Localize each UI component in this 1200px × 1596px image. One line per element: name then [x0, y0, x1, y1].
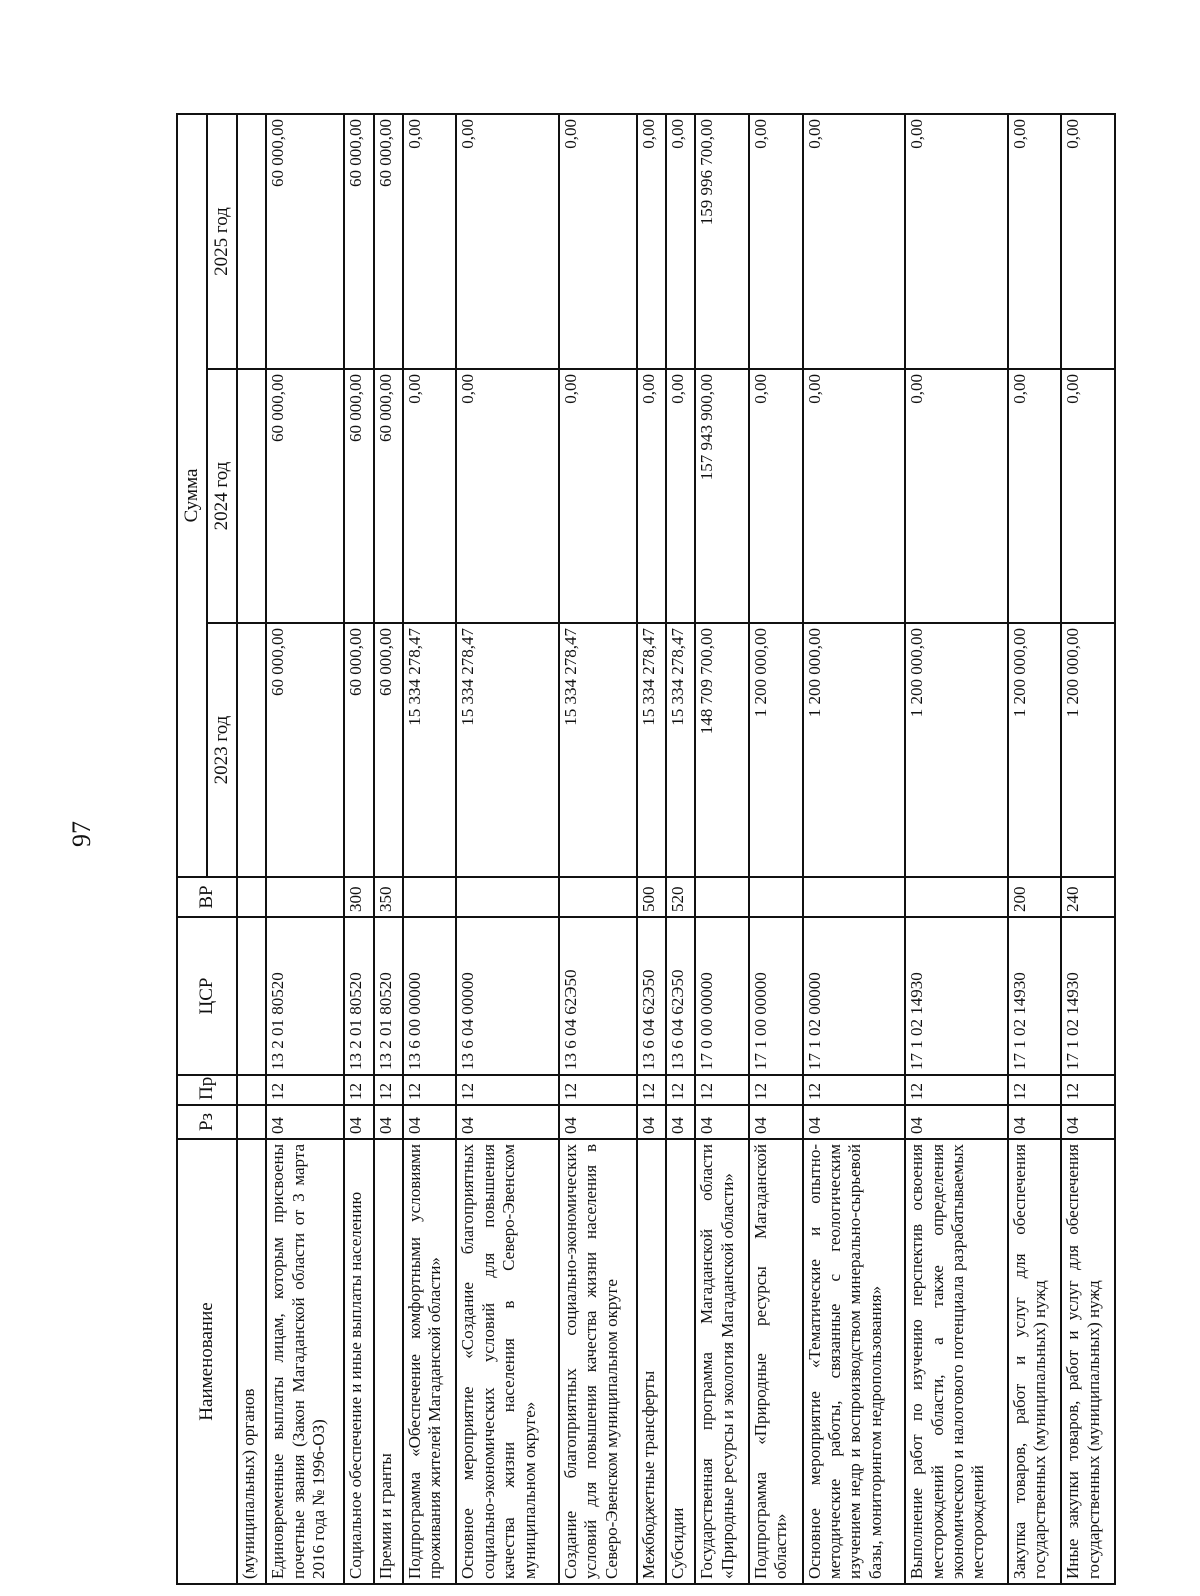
- row-2023-cell: 1 200 000,00: [905, 623, 1008, 877]
- row-2024-cell: 0,00: [456, 369, 559, 623]
- table-row: [559, 114, 637, 1584]
- row-2025-cell: 0,00: [1008, 114, 1062, 369]
- row-2025-cell: 60 000,00: [344, 114, 373, 369]
- row-2023-cell: 15 334 278,47: [559, 623, 637, 877]
- row-vr-cell: 240: [1061, 877, 1115, 917]
- row-rz-cell: 04: [695, 1105, 749, 1139]
- header-name: Наименование: [177, 1139, 237, 1584]
- table-row: [905, 114, 1008, 1584]
- row-rz-cell: 04: [456, 1105, 559, 1139]
- row-csr-cell: 13 6 04 62Э50: [559, 917, 637, 1075]
- table-body: [237, 114, 1115, 1584]
- table-row: [1061, 114, 1115, 1584]
- row-2025-cell: 0,00: [666, 114, 695, 369]
- row-rz-cell: 04: [374, 1105, 403, 1139]
- row-name-cell: Государственная программа Магаданской области «Природные ресурсы и экология Магаданской области»: [695, 1139, 749, 1584]
- row-2023-cell: 15 334 278,47: [637, 623, 666, 877]
- row-name-cell: Подпрограмма «Природные ресурсы Магаданской области»: [749, 1139, 803, 1584]
- row-2023-cell: 148 709 700,00: [695, 623, 749, 877]
- table-row: [456, 114, 559, 1584]
- row-csr-cell: 17 1 00 00000: [749, 917, 803, 1075]
- row-2023-cell: 15 334 278,47: [456, 623, 559, 877]
- row-rz-cell: 04: [559, 1105, 637, 1139]
- row-2023-cell: 1 200 000,00: [803, 623, 906, 877]
- row-pr-cell: 12: [266, 1075, 344, 1105]
- row-2025-cell: 60 000,00: [266, 114, 344, 369]
- row-csr-cell: 17 1 02 14930: [1061, 917, 1115, 1075]
- row-pr-cell: [237, 1075, 266, 1105]
- row-csr-cell: 13 6 04 00000: [456, 917, 559, 1075]
- row-2023-cell: [237, 623, 266, 877]
- table-row: [666, 114, 695, 1584]
- row-2023-cell: 60 000,00: [266, 623, 344, 877]
- row-2024-cell: 0,00: [1008, 369, 1062, 623]
- table-container: [176, 115, 1116, 1585]
- row-2023-cell: 15 334 278,47: [403, 623, 457, 877]
- header-rz: Рз: [177, 1105, 237, 1139]
- row-pr-cell: 12: [344, 1075, 373, 1105]
- row-csr-cell: 13 2 01 80520: [266, 917, 344, 1075]
- row-vr-cell: [266, 877, 344, 917]
- table-row: [637, 114, 666, 1584]
- row-2024-cell: 0,00: [666, 369, 695, 623]
- row-2025-cell: 0,00: [637, 114, 666, 369]
- row-pr-cell: 12: [749, 1075, 803, 1105]
- row-name-cell: Основное мероприятие «Тематические и опытно-методические работы, связанные с геологическим изучением недр и воспроизводством минерально-сырьевой базы, мониторингом недропользования»: [803, 1139, 906, 1584]
- row-2025-cell: 0,00: [749, 114, 803, 369]
- row-2023-cell: 60 000,00: [344, 623, 373, 877]
- row-rz-cell: 04: [749, 1105, 803, 1139]
- table-row: [344, 114, 373, 1584]
- row-name-cell: Межбюджетные трансферты: [637, 1139, 666, 1584]
- row-2023-cell: 60 000,00: [374, 623, 403, 877]
- row-vr-cell: 500: [637, 877, 666, 917]
- row-vr-cell: [695, 877, 749, 917]
- row-2023-cell: 1 200 000,00: [1061, 623, 1115, 877]
- table-row: [749, 114, 803, 1584]
- row-vr-cell: [559, 877, 637, 917]
- row-name-cell: Премии и гранты: [374, 1139, 403, 1584]
- table-row: [374, 114, 403, 1584]
- row-2024-cell: [237, 369, 266, 623]
- header-sum: Сумма: [177, 114, 207, 877]
- header-vr: ВР: [177, 877, 237, 917]
- row-name-cell: Выполнение работ по изучению перспектив освоения месторождений области, а также определения экономического и налогового потенциала разрабатываемых месторождений: [905, 1139, 1008, 1584]
- row-2024-cell: 0,00: [749, 369, 803, 623]
- row-name-cell: (муниципальных) органов: [237, 1139, 266, 1584]
- row-2025-cell: 60 000,00: [374, 114, 403, 369]
- row-pr-cell: 12: [905, 1075, 1008, 1105]
- row-csr-cell: 17 1 02 14930: [905, 917, 1008, 1075]
- row-pr-cell: 12: [403, 1075, 457, 1105]
- row-csr-cell: 17 1 02 14930: [1008, 917, 1062, 1075]
- row-vr-cell: 200: [1008, 877, 1062, 917]
- row-csr-cell: 13 6 04 62Э50: [666, 917, 695, 1075]
- row-rz-cell: 04: [1008, 1105, 1062, 1139]
- table-row: [403, 114, 457, 1584]
- header-pr: Пр: [177, 1075, 237, 1105]
- row-pr-cell: 12: [374, 1075, 403, 1105]
- table-header: [177, 114, 237, 1584]
- row-rz-cell: 04: [803, 1105, 906, 1139]
- table-row: [695, 114, 749, 1584]
- row-rz-cell: 04: [666, 1105, 695, 1139]
- row-csr-cell: 13 6 00 00000: [403, 917, 457, 1075]
- header-csr: ЦСР: [177, 917, 237, 1075]
- row-rz-cell: 04: [1061, 1105, 1115, 1139]
- row-pr-cell: 12: [695, 1075, 749, 1105]
- row-2024-cell: 0,00: [803, 369, 906, 623]
- row-rz-cell: 04: [905, 1105, 1008, 1139]
- table-row: [237, 114, 266, 1584]
- row-pr-cell: 12: [456, 1075, 559, 1105]
- row-vr-cell: 350: [374, 877, 403, 917]
- row-csr-cell: 17 0 00 00000: [695, 917, 749, 1075]
- row-2023-cell: 15 334 278,47: [666, 623, 695, 877]
- row-2024-cell: 0,00: [403, 369, 457, 623]
- row-name-cell: Субсидии: [666, 1139, 695, 1584]
- budget-table: [176, 113, 1116, 1585]
- table-row: [1008, 114, 1062, 1584]
- row-vr-cell: [403, 877, 457, 917]
- row-csr-cell: 13 2 01 80520: [374, 917, 403, 1075]
- row-vr-cell: [803, 877, 906, 917]
- row-2024-cell: 0,00: [1061, 369, 1115, 623]
- row-csr-cell: [237, 917, 266, 1075]
- row-name-cell: Подпрограмма «Обеспечение комфортными условиями проживания жителей Магаданской области»: [403, 1139, 457, 1584]
- row-rz-cell: 04: [403, 1105, 457, 1139]
- row-2025-cell: 0,00: [559, 114, 637, 369]
- row-rz-cell: 04: [266, 1105, 344, 1139]
- row-vr-cell: 520: [666, 877, 695, 917]
- row-2025-cell: [237, 114, 266, 369]
- header-2025: 2025 год: [207, 114, 237, 369]
- row-2023-cell: 1 200 000,00: [1008, 623, 1062, 877]
- row-pr-cell: 12: [1008, 1075, 1062, 1105]
- row-name-cell: Социальное обеспечение и иные выплаты населению: [344, 1139, 373, 1584]
- row-pr-cell: 12: [637, 1075, 666, 1105]
- row-name-cell: Создание благоприятных социально-экономических условий для повышения качества жизни населения в Северо-Эвенском муниципальном округе: [559, 1139, 637, 1584]
- row-2024-cell: 0,00: [559, 369, 637, 623]
- row-rz-cell: 04: [344, 1105, 373, 1139]
- row-2024-cell: 0,00: [905, 369, 1008, 623]
- row-2024-cell: 0,00: [637, 369, 666, 623]
- header-2024: 2024 год: [207, 369, 237, 623]
- row-2025-cell: 159 996 700,00: [695, 114, 749, 369]
- row-2025-cell: 0,00: [456, 114, 559, 369]
- row-vr-cell: [456, 877, 559, 917]
- page-number: 97: [67, 821, 96, 847]
- row-csr-cell: 13 6 04 62Э50: [637, 917, 666, 1075]
- table-row: [803, 114, 906, 1584]
- row-vr-cell: 300: [344, 877, 373, 917]
- row-csr-cell: 13 2 01 80520: [344, 917, 373, 1075]
- row-name-cell: Закупка товаров, работ и услуг для обеспечения государственных (муниципальных) нужд: [1008, 1139, 1062, 1584]
- row-rz-cell: [237, 1105, 266, 1139]
- row-name-cell: Единовременные выплаты лицам, которым присвоены почетные звания (Закон Магаданской области от 3 марта 2016 года № 1996-ОЗ): [266, 1139, 344, 1584]
- header-2023: 2023 год: [207, 623, 237, 877]
- row-pr-cell: 12: [559, 1075, 637, 1105]
- row-2025-cell: 0,00: [803, 114, 906, 369]
- row-2025-cell: 0,00: [403, 114, 457, 369]
- row-2024-cell: 60 000,00: [374, 369, 403, 623]
- row-name-cell: Основное мероприятие «Создание благоприятных социально-экономических условий для повышения качества жизни населения в Северо-Эвенском муниципальном округе»: [456, 1139, 559, 1584]
- row-rz-cell: 04: [637, 1105, 666, 1139]
- row-name-cell: Иные закупки товаров, работ и услуг для обеспечения государственных (муниципальных) нужд: [1061, 1139, 1115, 1584]
- row-2023-cell: 1 200 000,00: [749, 623, 803, 877]
- row-2025-cell: 0,00: [1061, 114, 1115, 369]
- row-2024-cell: 60 000,00: [266, 369, 344, 623]
- row-vr-cell: [749, 877, 803, 917]
- row-2024-cell: 60 000,00: [344, 369, 373, 623]
- row-pr-cell: 12: [1061, 1075, 1115, 1105]
- row-pr-cell: 12: [666, 1075, 695, 1105]
- row-vr-cell: [237, 877, 266, 917]
- row-pr-cell: 12: [803, 1075, 906, 1105]
- row-2025-cell: 0,00: [905, 114, 1008, 369]
- table-row: [266, 114, 344, 1584]
- rotated-table-frame: [176, 115, 1116, 1585]
- row-2024-cell: 157 943 900,00: [695, 369, 749, 623]
- row-vr-cell: [905, 877, 1008, 917]
- row-csr-cell: 17 1 02 00000: [803, 917, 906, 1075]
